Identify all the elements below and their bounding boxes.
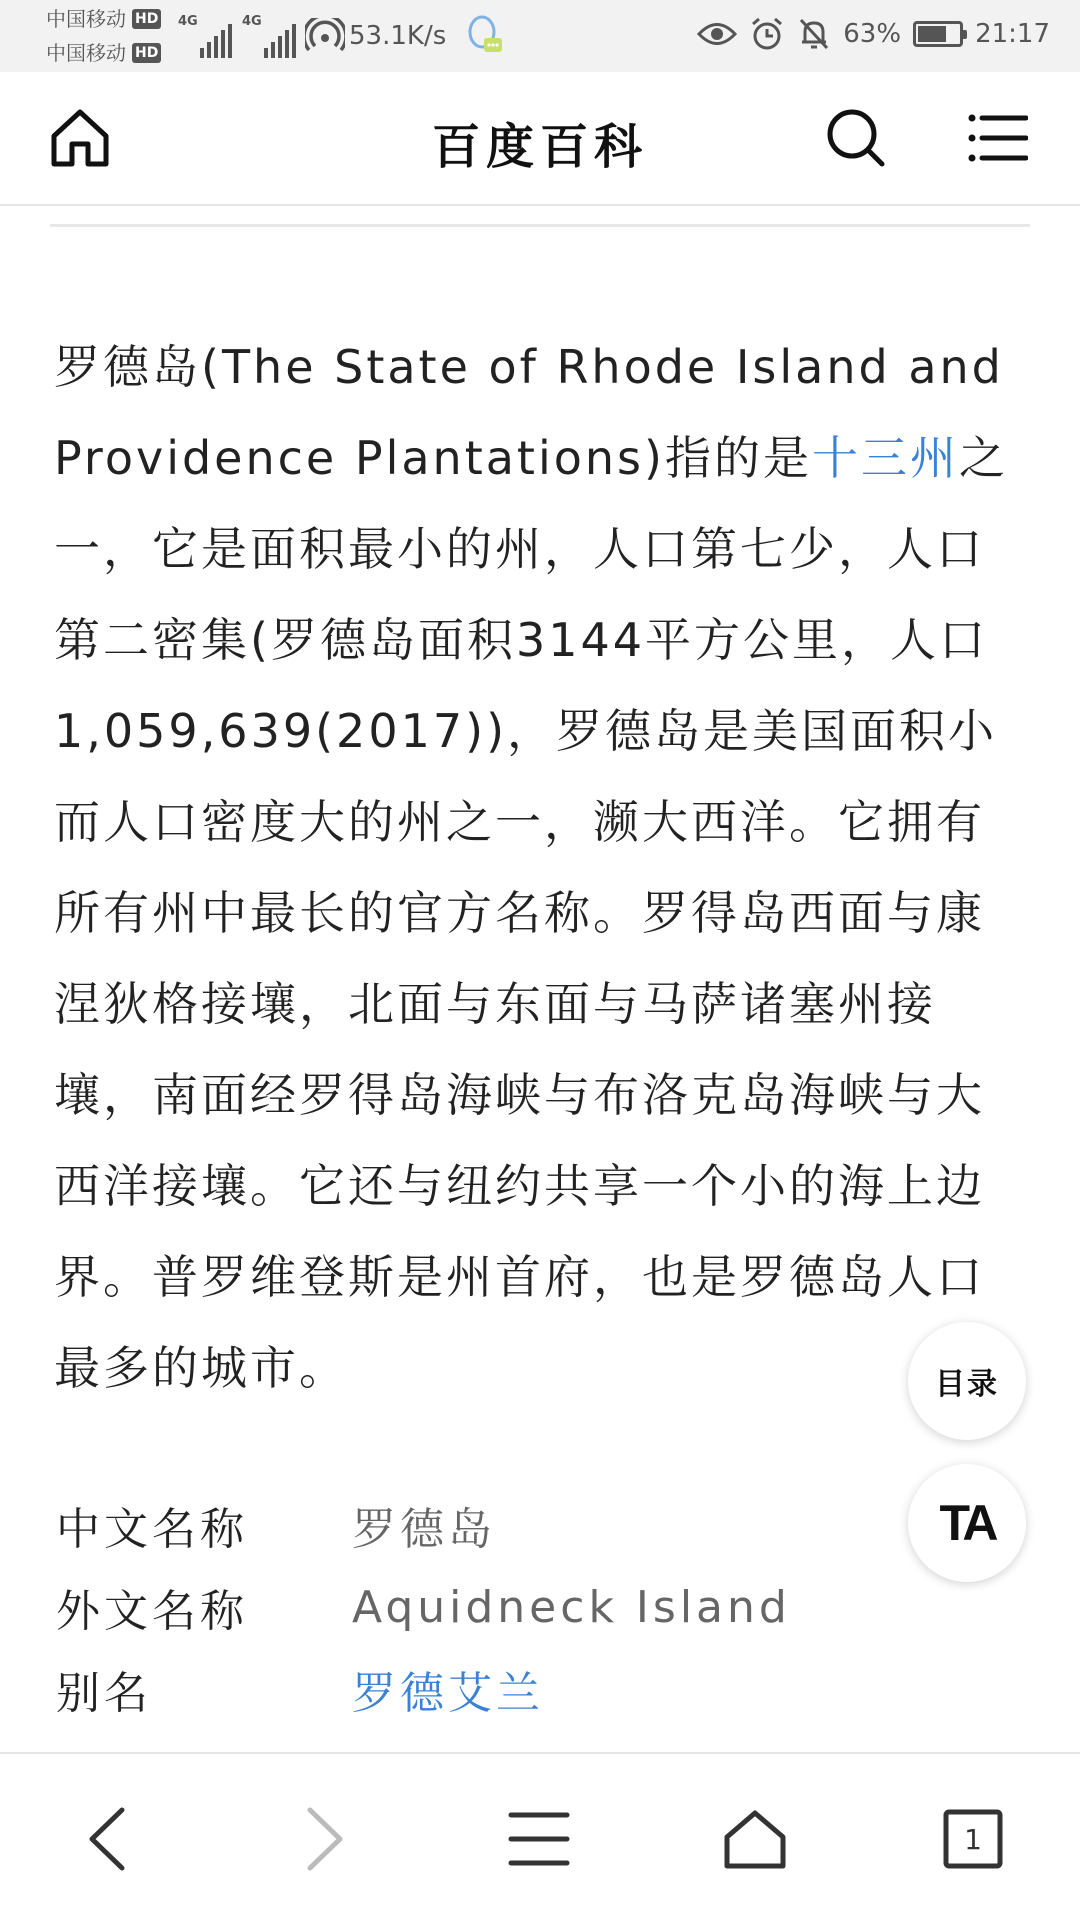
home-outline-icon: [723, 1809, 787, 1869]
hotspot-icon: [305, 18, 345, 54]
info-row-foreign-name: [56, 1566, 916, 1648]
hamburger-icon: [508, 1811, 570, 1867]
battery-icon: [913, 21, 963, 47]
info-row-chinese-name: [56, 1484, 916, 1566]
hd-badge-1: HD: [132, 9, 161, 29]
signal-2: [242, 14, 296, 58]
chevron-right-icon: [300, 1806, 350, 1872]
search-icon[interactable]: [824, 106, 888, 170]
content-divider: [50, 224, 1030, 227]
browser-toolbar: [0, 1752, 1080, 1920]
app-header: [0, 72, 1080, 206]
table-of-contents-button[interactable]: 目录: [908, 1322, 1026, 1440]
eye-icon: [697, 19, 737, 49]
carrier-1-label: 中国移动: [46, 7, 126, 31]
clock: 21:17: [975, 19, 1050, 49]
info-label: 外文名称: [56, 1586, 248, 1637]
brand-title[interactable]: 百度百科: [431, 119, 648, 175]
forward-button[interactable]: [290, 1804, 360, 1874]
signal-1: [178, 14, 232, 58]
carrier-2-label: 中国移动: [46, 41, 126, 65]
carrier-2: [46, 42, 161, 64]
back-button[interactable]: [72, 1804, 142, 1874]
tab-count: 1: [964, 1822, 982, 1856]
network-type-2: 4G: [242, 14, 262, 29]
status-bar: [0, 0, 1080, 72]
basic-info-list: [56, 1484, 916, 1730]
network-type-1: 4G: [178, 14, 198, 29]
network-speed: [305, 18, 446, 54]
qq-notification-icon: [464, 14, 504, 56]
chevron-left-icon: [82, 1806, 132, 1872]
battery-percent: 63%: [843, 19, 902, 49]
signal-bars-icon: [200, 22, 232, 58]
tabs-button[interactable]: [938, 1804, 1008, 1874]
alarm-icon: [749, 16, 785, 52]
menu-icon[interactable]: [968, 112, 1028, 164]
article-summary: [54, 322, 1014, 1414]
browser-menu-button[interactable]: [504, 1804, 574, 1874]
info-value: 罗德岛: [352, 1504, 496, 1555]
battery-fill: [918, 26, 946, 42]
info-row-alias: [56, 1648, 916, 1730]
signal-bars-icon: [264, 22, 296, 58]
thirteen-states-link[interactable]: 十三州: [811, 431, 959, 485]
carrier-1: [46, 8, 161, 30]
summary-text-1: 罗德岛(The State of Rhode Island and Providence Plantations)指的是: [54, 340, 1004, 485]
bell-muted-icon: [797, 16, 831, 52]
info-label: 别名: [56, 1668, 152, 1719]
info-label: 中文名称: [56, 1504, 248, 1555]
status-right: [697, 16, 1050, 52]
hd-badge-2: HD: [132, 43, 161, 63]
browser-home-button[interactable]: [720, 1804, 790, 1874]
ta-button[interactable]: TA: [908, 1464, 1026, 1582]
summary-text-2: 之一，它是面积最小的州，人口第七少，人口第二密集(罗德岛面积3144平方公里，人口1,059,639(2017))，罗德岛是美国面积小而人口密度大的州之一，濒大西洋。它拥有所有州中最长的官方名称。罗得岛西面与康涅狄格接壤，北面与东面与马萨诸塞州接壤，南面经罗得岛海峡与布洛克岛海峡与大西洋接壤。它还与纽约共享一个小的海上边界。普罗维登斯是州首府，也是罗德岛人口最多的城市。: [54, 431, 1008, 1395]
info-value: Aquidneck Island: [352, 1581, 791, 1633]
speed-value: 53.1K/s: [349, 21, 447, 51]
alias-link[interactable]: 罗德艾兰: [352, 1668, 544, 1719]
